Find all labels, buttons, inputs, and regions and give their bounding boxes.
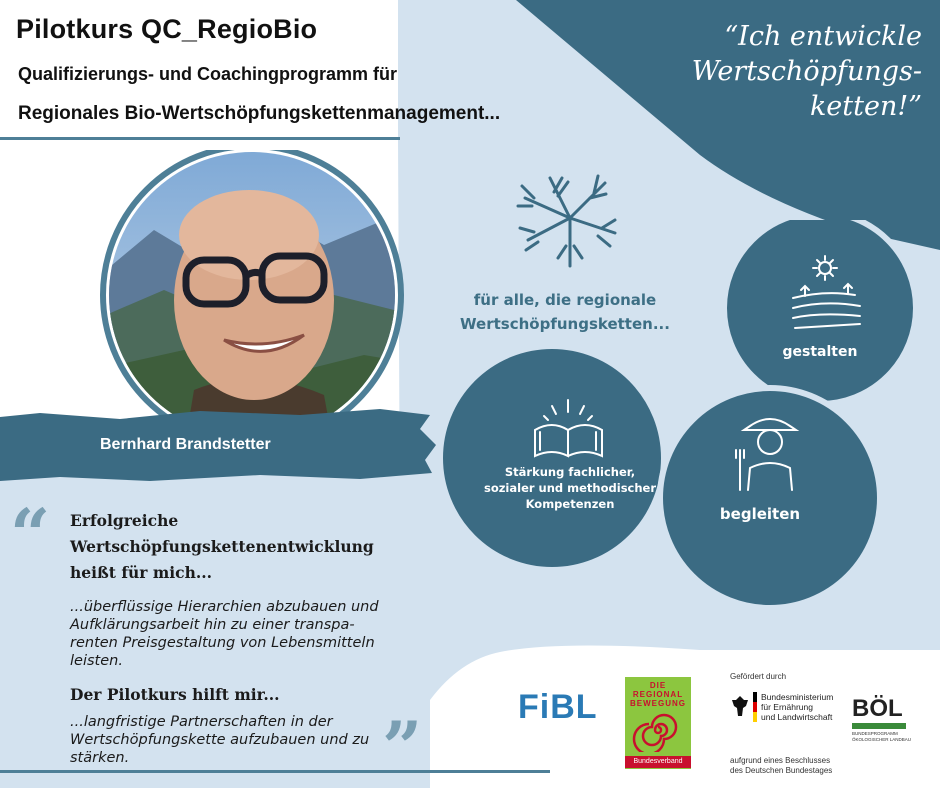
boel-sub2: ÖKOLOGISCHER LANDBAU — [852, 737, 912, 742]
person-name: Bernhard Brandstetter — [100, 436, 271, 453]
heading-line3: heißt für mich... — [70, 563, 213, 582]
heading-line2: Wertschöpfungskettenentwicklung — [70, 537, 374, 556]
quote-line-3: ketten!” — [809, 91, 922, 122]
quote-line-1: “Ich entwickle — [724, 21, 922, 52]
statement-heading — [70, 508, 374, 586]
circle-gestalten-label: gestalten — [782, 344, 858, 360]
body2-line3: stärken. — [70, 750, 130, 766]
staerkung-line3: Kompetenzen — [525, 497, 615, 511]
intro-line2: Wertschöpfungsketten... — [460, 315, 670, 333]
eagle-icon — [730, 694, 750, 718]
page-subtitle-line2: Regionales Bio-Wertschöpfungskettenmanagement... — [18, 103, 501, 124]
circle-staerkung-label — [470, 464, 670, 512]
statement-body — [70, 598, 379, 670]
statement-heading2: Der Pilotkurs hilft mir... — [70, 685, 280, 704]
circles-diagram — [440, 220, 940, 610]
boel-green-bar — [852, 723, 906, 729]
body2-line2: Wertschöpfungskette aufzubauen und zu — [70, 732, 370, 748]
boel-sub1: BUNDESPROGRAMM — [852, 731, 898, 736]
spiral-icon — [625, 708, 691, 752]
staerkung-line2: sozialer und methodischer — [483, 481, 657, 495]
staerkung-line1: Stärkung fachlicher, — [504, 465, 636, 479]
bmel-bottom1: aufgrund eines Beschlusses — [730, 756, 831, 765]
body-line4: leisten. — [70, 653, 123, 669]
regional-bewegung-logo — [625, 677, 691, 769]
bmel-name — [761, 692, 833, 722]
regional-line2: REGIONAL — [632, 690, 684, 699]
boel-logo: BÖL — [852, 695, 903, 722]
regional-footer: Bundesverband — [625, 756, 691, 768]
circle-begleiten-label: begleiten — [719, 505, 801, 523]
bmel-bottom — [730, 756, 832, 776]
bmel-bottom2: des Deutschen Bundestages — [730, 766, 833, 775]
page-title: Pilotkurs QC_RegioBio — [16, 14, 318, 44]
german-flag-bar — [753, 692, 757, 722]
body2-line1: ...langfristige Partnerschaften in der — [70, 714, 333, 730]
regional-line1: DIE — [649, 681, 667, 690]
fibl-logo: FiBL — [518, 688, 598, 726]
bmel-line1: Bundesministerium — [761, 692, 834, 702]
intro-line1: für alle, die regionale — [473, 291, 657, 309]
bmel-line2: für Ernährung — [761, 702, 813, 712]
body-line2: Aufklärungsarbeit hin zu einer transpa- — [70, 617, 355, 633]
close-quote-mark: ” — [382, 706, 423, 789]
quote-line-2: Wertschöpfungs- — [691, 56, 922, 87]
regional-line3: BEWEGUNG — [630, 699, 686, 708]
body-line3: renten Preisgestaltung von Lebensmitteln — [70, 635, 375, 651]
open-quote-mark: “ — [10, 493, 51, 576]
page-subtitle-line1: Qualifizierungs- und Coachingprogramm für — [18, 64, 398, 84]
heading-line1: Erfolgreiche — [70, 511, 179, 530]
boel-sub — [852, 731, 911, 743]
statement-body2 — [70, 713, 369, 767]
bmel-line3: und Landwirtschaft — [761, 712, 833, 722]
bmel-top-text: Gefördert durch — [730, 672, 787, 681]
body-line1: ...überflüssige Hierarchien abzubauen und — [70, 599, 379, 615]
